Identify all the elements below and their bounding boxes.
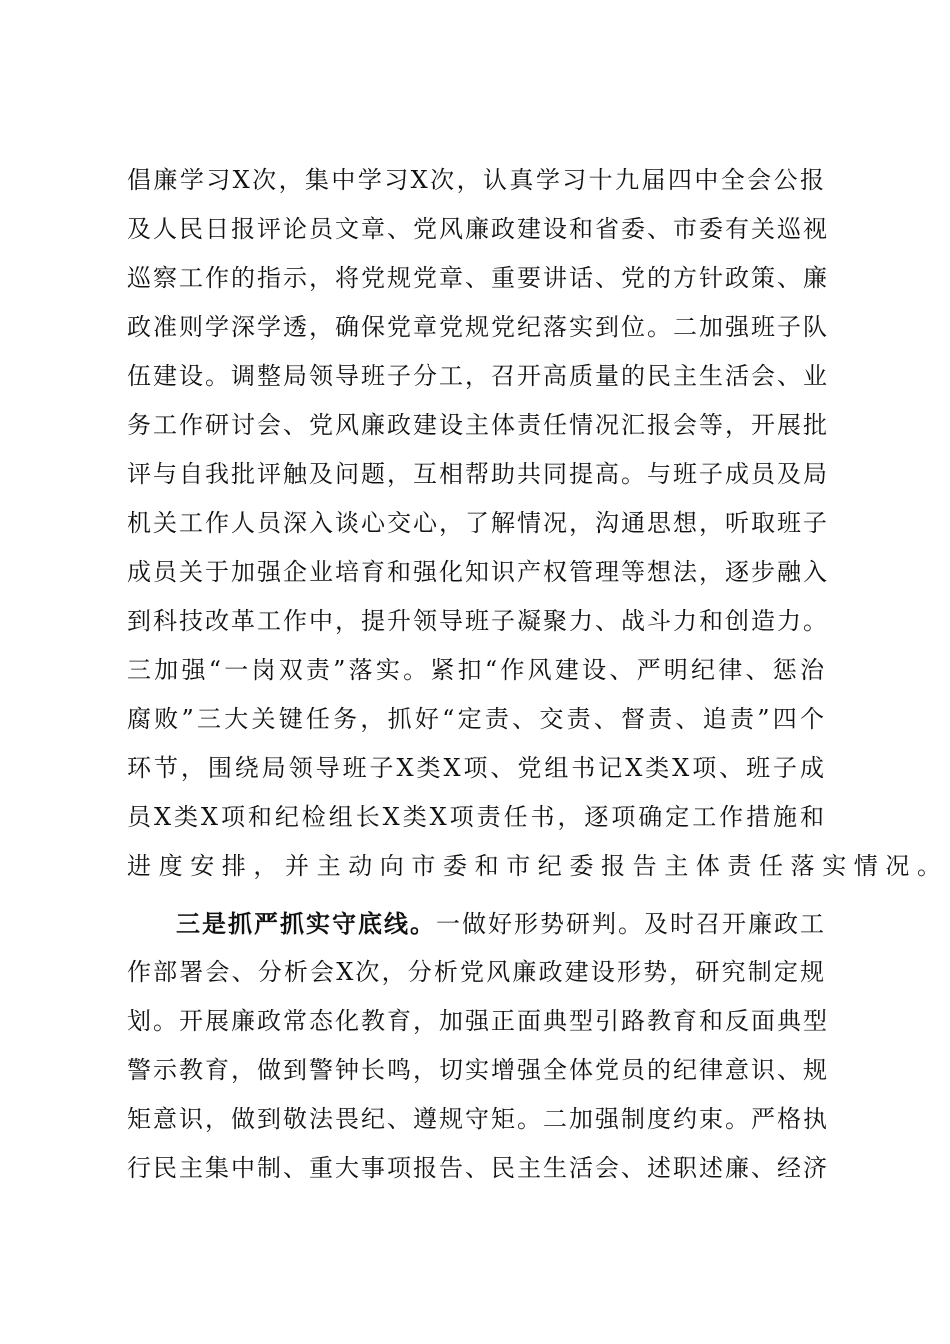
section-heading: 三是抓严抓实守底线。 <box>176 909 436 938</box>
text-line: 成员关于加强企业培育和强化知识产权管理等想法，逐步融入 <box>127 558 829 586</box>
text-line: 行民主集中制、重大事项报告、民主生活会、述职述廉、经济 <box>127 1154 829 1182</box>
text-line: 腐败”三大关键任务，抓好“定责、交责、督责、追责”四个 <box>127 705 826 733</box>
text-line: 环节，围绕局领导班子X类X项、党组书记X类X项、班子成 <box>127 754 826 782</box>
first-line-text: 一做好形势研判。及时召开廉政工 <box>436 910 826 938</box>
document-page <box>127 156 949 1193</box>
text-line: 三加强“一岗双责”落实。紧扣“作风建设、严明纪律、惩治 <box>127 656 826 684</box>
text-line: 到科技改革工作中，提升领导班子凝聚力、战斗力和创造力。 <box>127 607 829 635</box>
paragraph-2 <box>127 899 829 1193</box>
text-line: 评与自我批评触及问题，互相帮助共同提高。与班子成员及局 <box>127 460 829 488</box>
text-line: 及人民日报评论员文章、党风廉政建设和省委、市委有关巡视 <box>127 215 829 243</box>
text-line: 警示教育，做到警钟长鸣，切实增强全体党员的纪律意识、规 <box>127 1056 829 1084</box>
text-line: 务工作研讨会、党风廉政建设主体责任情况汇报会等，开展批 <box>127 411 829 439</box>
paragraph-first-line <box>127 899 826 948</box>
text-line: 矩意识，做到敬法畏纪、遵规守矩。二加强制度约束。严格执 <box>127 1105 829 1133</box>
text-line: 员X类X项和纪检组长X类X项责任书，逐项确定工作措施和 <box>127 803 826 831</box>
text-line: 政准则学深学透，确保党章党规党纪落实到位。二加强班子队 <box>127 313 829 341</box>
text-line: 巡察工作的指示，将党规党章、重要讲话、党的方针政策、廉 <box>127 264 829 292</box>
text-line: 伍建设。调整局领导班子分工，召开高质量的民主生活会、业 <box>127 362 829 390</box>
text-line: 倡廉学习X次，集中学习X次，认真学习十九届四中全会公报 <box>127 166 826 194</box>
text-line: 划。开展廉政常态化教育，加强正面典型引路教育和反面典型 <box>127 1007 829 1035</box>
text-line: 作部署会、分析会X次，分析党风廉政建设形势，研究制定规 <box>127 958 826 986</box>
text-line: 机关工作人员深入谈心交心，了解情况，沟通思想，听取班子 <box>127 509 829 537</box>
text-line: 进度安排，并主动向市委和市纪委报告主体责任落实情况。 <box>127 852 949 880</box>
paragraph-1 <box>127 156 949 891</box>
